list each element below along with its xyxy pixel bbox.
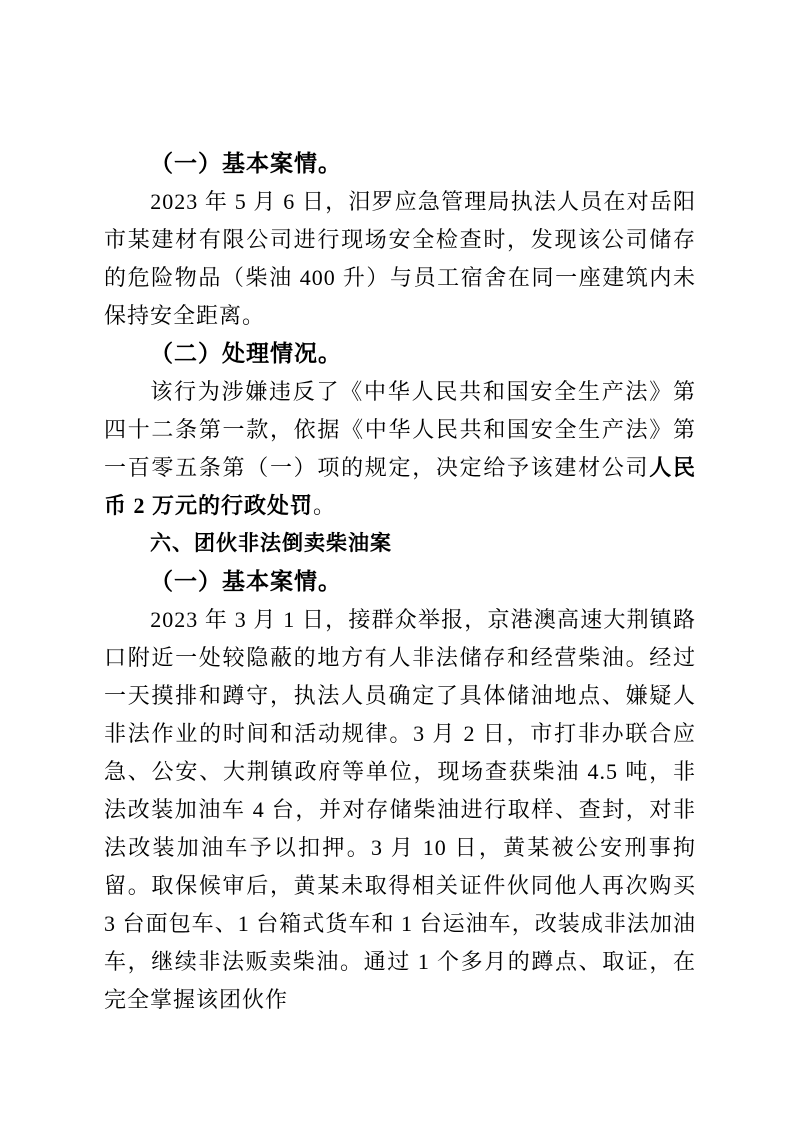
- paragraph-case5-basic-facts: 2023 年 5 月 6 日，汨罗应急管理局执法人员在对岳阳市某建材有限公司进行现场安全检查时，发现该公司储存的危险物品（柴油 400 升）与员工宿舍在同一座建筑内未保持安全距离。: [104, 189, 696, 328]
- heading-case6-basic-facts: （一）基本案情。: [150, 569, 342, 594]
- handling-text-period: 。: [313, 493, 337, 518]
- paragraph-case5-handling: [104, 373, 696, 525]
- handling-text-normal: 该行为涉嫌违反了《中华人民共和国安全生产法》第四十二条第一款，依据《中华人民共和国安全生产法》第一百零五条第（一）项的规定，决定给予该建材公司: [104, 379, 696, 480]
- page-content: [104, 145, 696, 1019]
- heading-case5-handling: （二）处理情况。: [150, 341, 342, 366]
- heading-case5-basic-facts: （一）基本案情。: [150, 151, 342, 176]
- paragraph-case6-basic-facts: 2023 年 3 月 1 日，接群众举报，京港澳高速大荆镇路口附近一处较隐蔽的地方有人非法储存和经营柴油。经过一天摸排和蹲守，执法人员确定了具体储油地点、嫌疑人非法作业的时间和活动规律。3 月 2 日，市打非办联合应急、公安、大荆镇政府等单位，现场查获柴油 4.5 吨，非法改装加油车 4 台，并对存储柴油进行取样、查封，对非法改装加油车予以扣押。3 月 10 日，黄某被公安刑事拘留。取保候审后，黄某未取得相关证件伙同他人再次购买 3 台面包车、1 台箱式货车和 1 台运油车，改装成非法加油车，继续非法贩卖柴油。通过 1 个多月的蹲点、取证，在完全掌握该团伙作: [104, 607, 696, 1012]
- penalty-amount-bold-text: 人民币 2 万元的行政处罚: [104, 455, 696, 518]
- heading-case6-title: 六、团伙非法倒卖柴油案: [150, 532, 392, 555]
